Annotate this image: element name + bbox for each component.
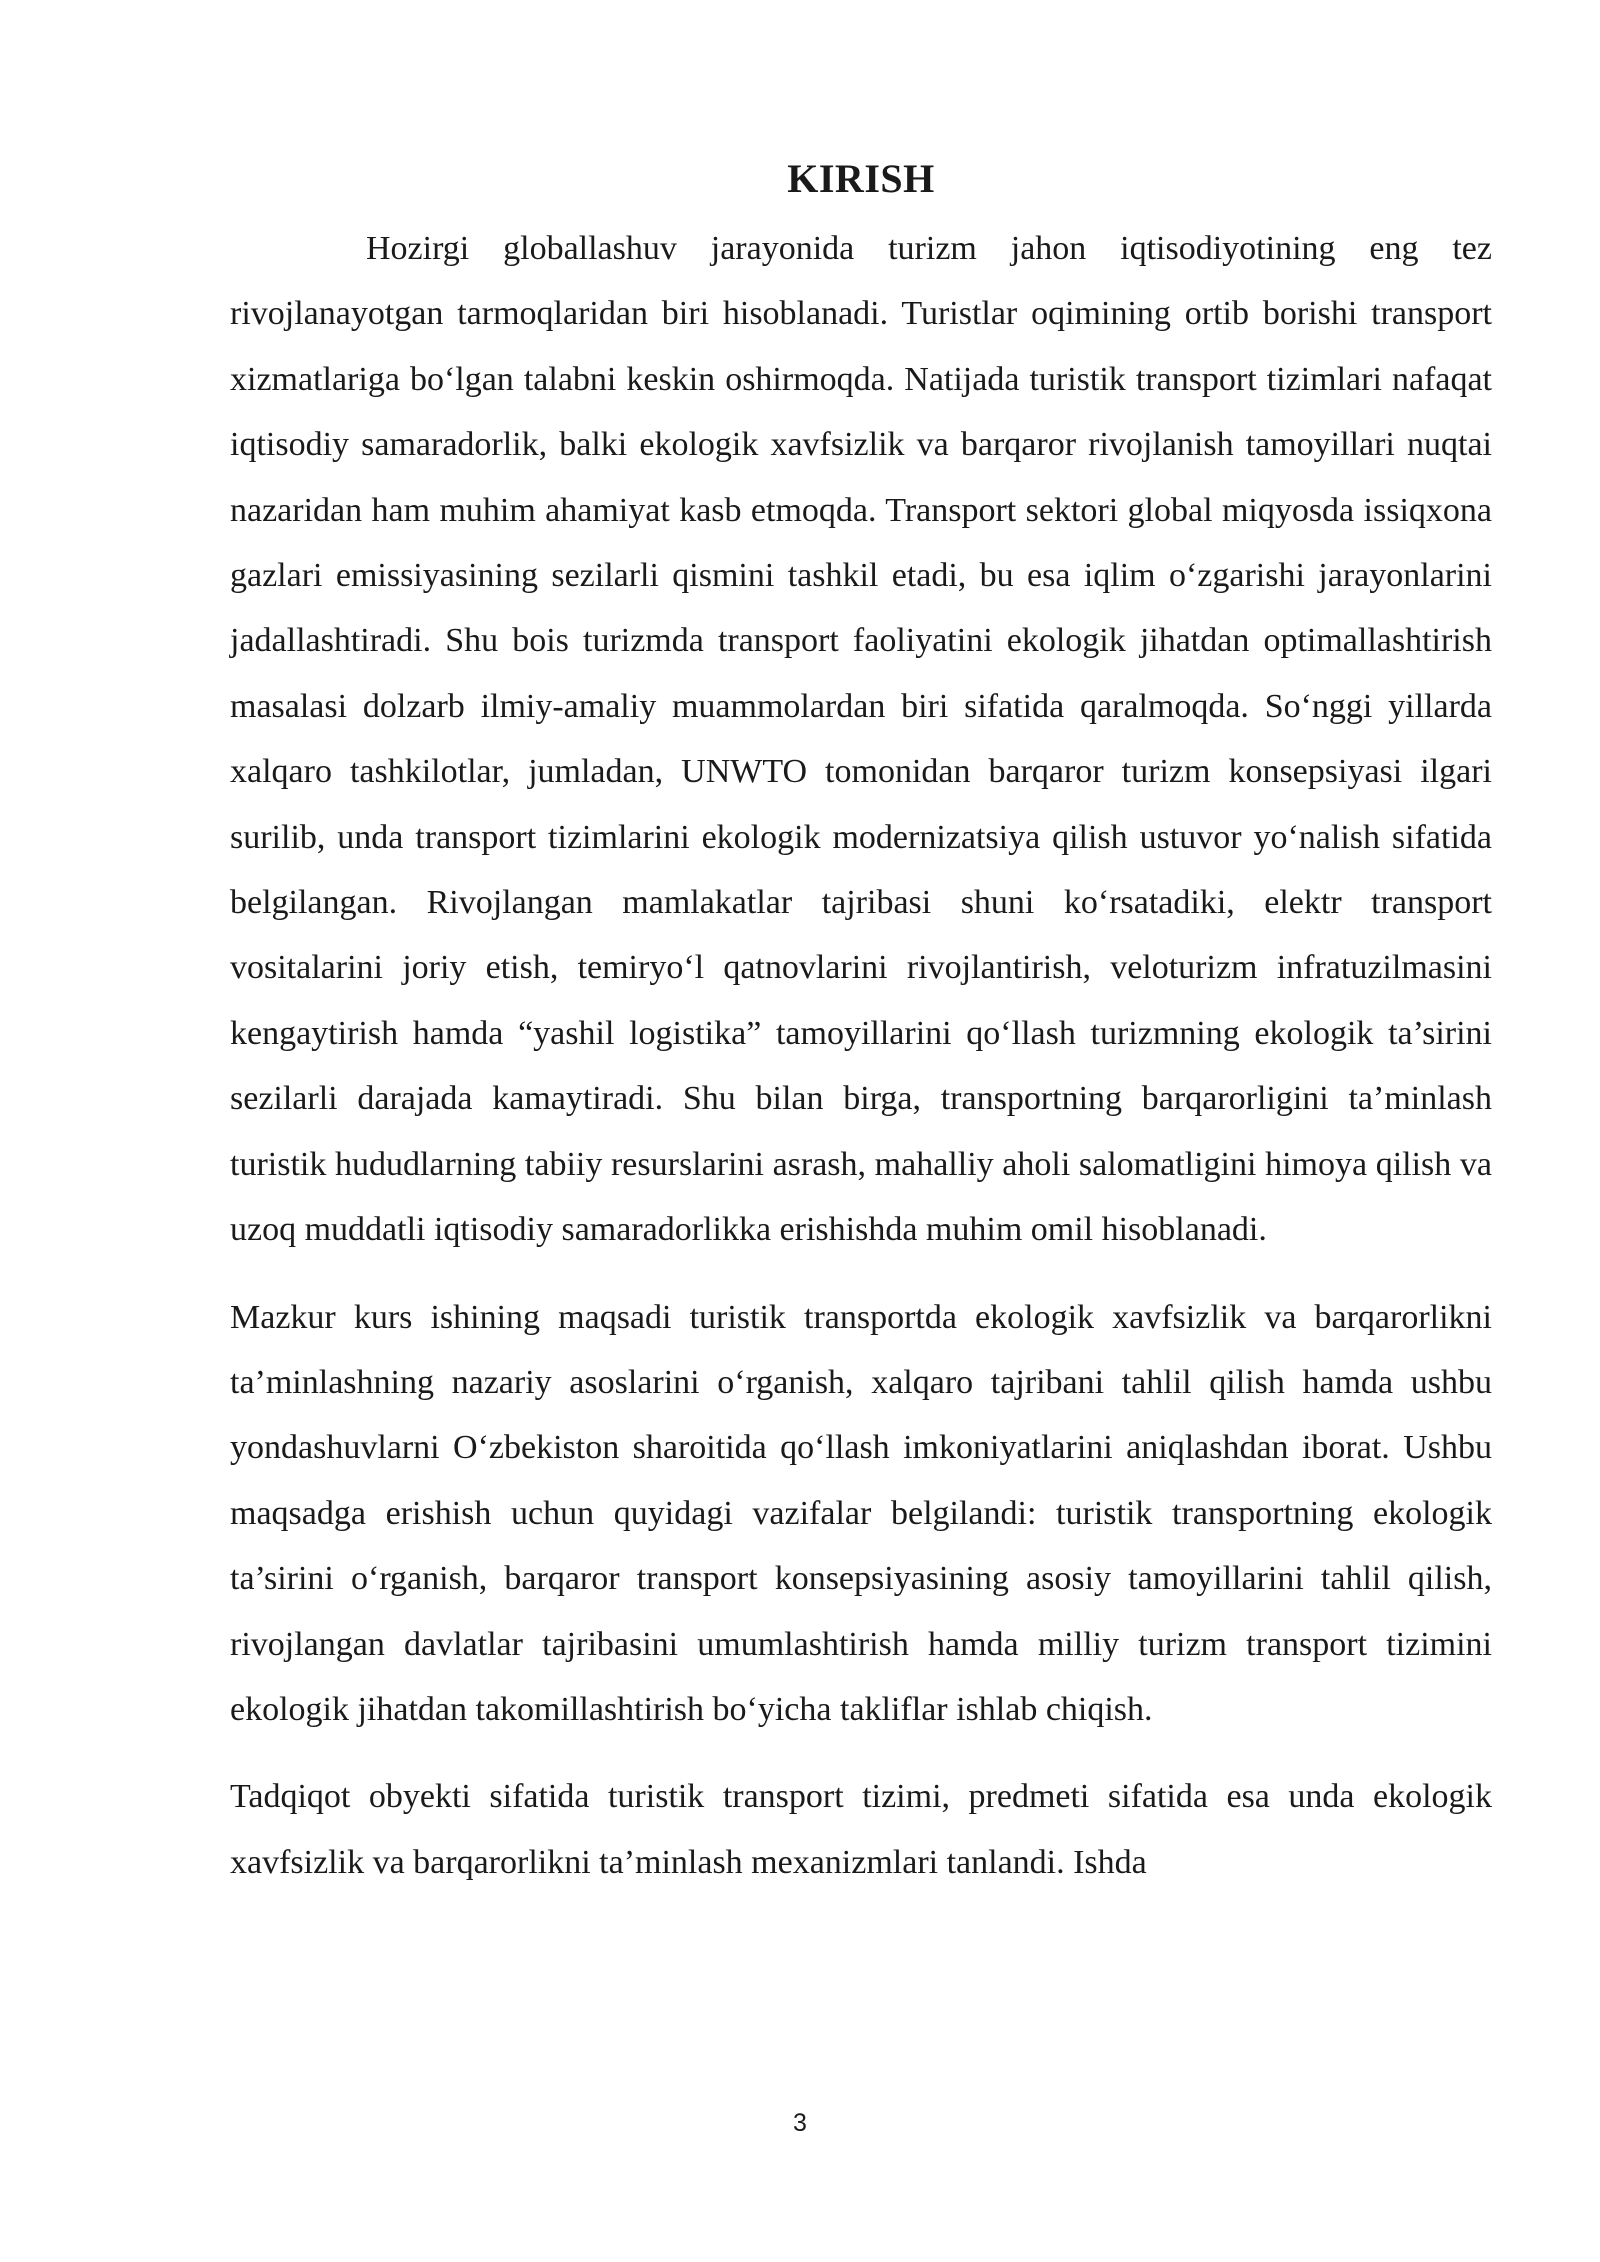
chapter-title: KIRISH xyxy=(787,156,935,201)
paragraph-aims: Mazkur kurs ishining maqsadi turistik transportda ekologik xavfsizlik va barqarorlikni ta’minlashning nazariy asoslarini o‘rganish, xalqaro tajribani tahlil qilish hamda ushbu yondashuvlarni O‘zbekiston sharoitida qo‘llash imkoniyatlarini aniqlashdan iborat. Ushbu maqsadga erishish uchun quyidagi vazifalar belgilandi: turistik transportning ekologik ta’sirini o‘rganish, barqaror transport konsepsiyasining asosiy tamoyillarini tahlil qilish, rivojlangan davlatlar tajribasini umumlashtirish hamda milliy turizm transport tizimini ekologik jihatdan takomillashtirish bo‘yicha takliflar ishlab chiqish. xyxy=(230,1298,1492,1728)
paragraph-introduction: Hozirgi globallashuv jarayonida turizm jahon iqtisodiyotining eng tez rivojlanayotgan tarmoqlaridan biri hisoblanadi. Turistlar oqimining ortib borishi transport xizmatlariga bo‘lgan talabni keskin oshirmoqda. Natijada turistik transport tizimlari nafaqat iqtisodiy samaradorlik, balki ekologik xavfsizlik va barqaror rivojlanish tamoyillari nuqtai nazaridan ham muhim ahamiyat kasb etmoqda. Transport sektori global miqyosda issiqxona gazlari emissiyasining sezilarli qismini tashkil etadi, bu esa iqlim o‘zgarishi jarayonlarini jadallashtiradi. Shu bois turizmda transport faoliyatini ekologik jihatdan optimallashtirish masalasi dolzarb ilmiy-amaliy muammolardan biri sifatida qaralmoqda. So‘nggi yillarda xalqaro tashkilotlar, jumladan, UNWTO tomonidan barqaror turizm konsepsiyasi ilgari surilib, unda transport tizimlarini ekologik modernizatsiya qilish ustuvor yo‘nalish sifatida belgilangan. Rivojlangan mamlakatlar tajribasi shuni ko‘rsatadiki, elektr transport vositalarini joriy etish, temiryo‘l qatnovlarini rivojlantirish, veloturizm infratuzilmasini kengaytirish hamda “yashil logistika” tamoyillarini qo‘llash turizmning ekologik ta’sirini sezilarli darajada kamaytiradi. Shu bilan birga, transportning barqarorligini ta’minlash turistik hududlarning tabiiy resurslarini asrash, mahalliy aholi salomatligini himoya qilish va uzoq muddatli iqtisodiy samaradorlikka erishishda muhim omil hisoblanadi. xyxy=(230,230,1492,1249)
page-number: 3 xyxy=(793,2109,807,2137)
page-content xyxy=(230,150,1492,1895)
paragraph-research-object: Tadqiqot obyekti sifatida turistik transport tizimi, predmeti sifatida esa unda ekologik xavfsizlik va barqarorlikni ta’minlash mexanizmlari tanlandi. Ishda xyxy=(230,1778,1492,1881)
